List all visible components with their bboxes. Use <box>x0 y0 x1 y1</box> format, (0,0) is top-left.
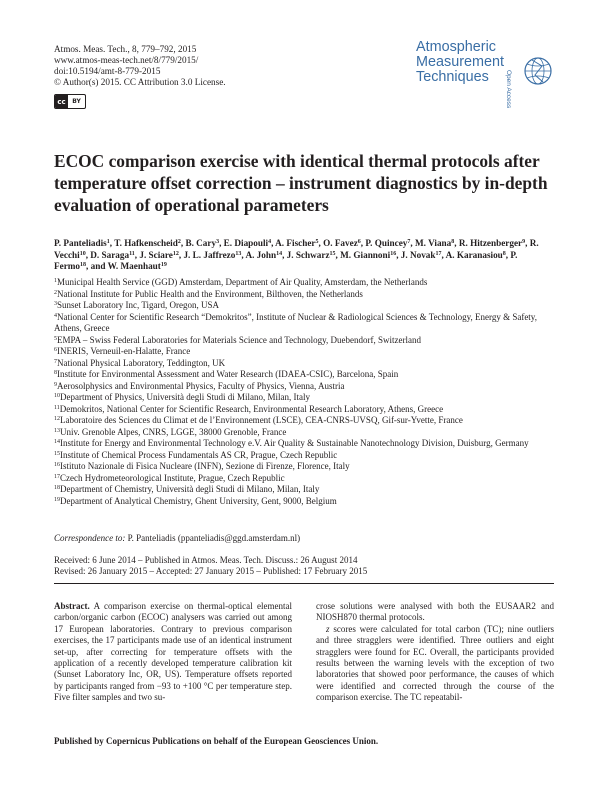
author: O. Favez <box>323 238 358 248</box>
correspondence-label: Correspondence to: <box>54 533 126 543</box>
affiliation-number: 5 <box>54 335 57 342</box>
author: D. Saraga <box>90 249 130 260</box>
affiliation-text: Institute for Environmental Assessment and Water Research (IDAEA-CSIC), Barcelona, Spain <box>57 369 399 379</box>
journal-name-line2: Measurement <box>416 54 504 70</box>
author: B. Cary <box>185 238 217 248</box>
article-meta <box>54 44 226 88</box>
affiliation-text: Institute for Energy and Environmental Technology e.V. Air Quality & Sustainable Nanotechnology Division, Duisburg, Germany <box>60 438 529 448</box>
author: M. Viana <box>415 238 452 248</box>
abstract-heading: Abstract. <box>54 601 90 611</box>
affiliation-number: 14 <box>54 439 60 445</box>
affiliation-item <box>54 392 554 404</box>
author-affiliation-number: 8 <box>502 250 506 257</box>
authors-and: and <box>90 261 106 272</box>
affiliation-item <box>54 312 554 335</box>
author-affiliation-number: 12 <box>172 250 179 257</box>
affiliation-number: 6 <box>54 347 57 353</box>
publication-dates <box>54 555 367 578</box>
correspondence-contact[interactable]: P. Panteliadis (ppanteliadis@ggd.amsterdam.nl) <box>127 533 301 543</box>
author-affiliation-number: 6 <box>357 239 361 245</box>
author-affiliation-number: 8 <box>451 239 455 245</box>
author: P. Quincey <box>365 238 408 248</box>
correspondence <box>54 533 300 544</box>
cc-icon: cc <box>55 95 68 108</box>
author: J. Schwarz <box>286 249 330 260</box>
affiliation-item <box>54 335 554 347</box>
affiliation-text: Institute of Chemical Process Fundamentals AS CR, Prague, Czech Republic <box>60 449 338 460</box>
author-affiliation-number: 2 <box>177 239 181 245</box>
author-affiliation-number: 13 <box>235 250 242 257</box>
affiliation-item <box>54 484 554 496</box>
author: J. L. Jaffrezo <box>183 249 236 260</box>
author-affiliation-number: 17 <box>435 250 442 257</box>
affiliation-number: 17 <box>54 473 60 480</box>
citation: Atmos. Meas. Tech., 8, 779–792, 2015 <box>54 44 197 54</box>
author: P. Fermo <box>54 249 518 272</box>
z-symbol: z <box>326 623 330 634</box>
affiliation-number: 2 <box>54 289 57 296</box>
author-affiliation-number: 7 <box>407 239 411 245</box>
by-icon: BY <box>72 98 81 105</box>
affiliation-item <box>54 404 554 416</box>
journal-name <box>404 40 504 85</box>
affiliation-text: EMPA – Swiss Federal Laboratories for Materials Science and Technology, Duebendorf, Switzerland <box>57 334 421 345</box>
abstract-right-column <box>316 601 554 704</box>
author-affiliation-number: 5 <box>315 239 319 245</box>
author: E. Diapouli <box>223 238 269 248</box>
affiliation-number: 4 <box>54 312 57 319</box>
affiliation-item <box>54 427 554 439</box>
affiliation-number: 12 <box>54 416 60 422</box>
author: J. Sciare <box>139 249 173 260</box>
affiliation-text: Municipal Health Service (GGD) Amsterdam, Department of Air Quality, Amsterdam, the Netherlands <box>57 277 428 287</box>
author: W. Maenhaut <box>107 261 161 272</box>
author: A. Fischer <box>275 238 316 248</box>
affiliation-number: 9 <box>54 381 57 388</box>
author-affiliation-number: 3 <box>216 239 220 245</box>
affiliation-text: Czech Hydrometeorological Institute, Prague, Czech Republic <box>60 472 285 483</box>
journal-name-line3: Techniques <box>416 69 489 85</box>
affiliation-text: Aerosolphysics and Environmental Physics, Faculty of Physics, Vienna, Austria <box>57 380 345 391</box>
affiliation-text: National Institute for Public Health and the Environment, Bilthoven, the Netherlands <box>57 288 363 299</box>
affiliation-text: Demokritos, National Center for Scientific Research, Environmental Research Laboratory, Athens, Greece <box>59 403 444 414</box>
author: R. Hitzenberger <box>458 238 523 248</box>
author-affiliation-number: 11 <box>129 250 135 257</box>
author: A. John <box>245 249 277 260</box>
affiliation-item <box>54 346 554 358</box>
cc-by-icon[interactable] <box>54 94 86 109</box>
affiliation-number: 19 <box>54 496 60 503</box>
journal-name-line1: Atmospheric <box>416 39 496 55</box>
author: R. Vecchi <box>54 238 539 260</box>
affiliation-list <box>54 277 554 507</box>
affiliation-item <box>54 496 554 508</box>
affiliation-item <box>54 381 554 393</box>
affiliation-number: 10 <box>54 393 60 399</box>
author-affiliation-number: 4 <box>268 239 272 245</box>
affiliation-text: Department of Analytical Chemistry, Ghent University, Gent, 9000, Belgium <box>60 495 337 506</box>
affiliation-text: Department of Chemistry, Università degli Studi di Milano, Milan, Italy <box>60 484 320 494</box>
affiliation-item <box>54 277 554 289</box>
affiliation-text: INERIS, Verneuil-en-Halatte, France <box>57 346 191 356</box>
affiliation-item <box>54 300 554 312</box>
affiliation-text: Univ. Grenoble Alpes, CNRS, LGGE, 38000 Grenoble, France <box>60 426 287 437</box>
affiliation-item <box>54 415 554 427</box>
publisher-footer: Published by Copernicus Publications on behalf of the European Geosciences Union. <box>54 736 379 746</box>
author: P. Panteliadis <box>54 238 107 248</box>
abstract-paragraph-2 <box>316 624 554 704</box>
affiliation-number: 11 <box>54 404 60 411</box>
abstract-left-column <box>54 601 292 704</box>
affiliation-number: 7 <box>54 358 57 365</box>
affiliation-text: National Center for Scientific Research “Demokritos”, Institute of Nuclear & Radiological Sciences & Technology, Energy & Safety, Athens, Greece <box>54 311 537 333</box>
affiliation-number: 3 <box>54 301 57 307</box>
affiliation-item <box>54 289 554 301</box>
author-affiliation-number: 14 <box>276 250 283 257</box>
divider <box>54 583 554 584</box>
affiliation-number: 16 <box>54 462 60 468</box>
affiliation-number: 13 <box>54 427 60 434</box>
abstract-text: A comparison exercise on thermal-optical elemental carbon/organic carbon (ECOC) analysers was carried out among 17 European laboratories. Contrary to previous comparison exercises, the 17 participants made use of an identical instrument set-up, after correcting for temperature offsets with the application of a recently developed temperature calibration kit (Sunset Laboratory Inc, OR, US). Temperature offsets reported by participants ranged from −93 to +100 °C per temperature step. Five filter samples and two su- <box>54 601 292 703</box>
author-affiliation-number: 19 <box>160 262 167 269</box>
author-affiliation-number: 15 <box>329 250 336 257</box>
author: M. Giannoni <box>340 249 391 260</box>
author-affiliation-number: 9 <box>522 239 526 245</box>
author-affiliation-number: 10 <box>79 250 86 257</box>
affiliation-item <box>54 450 554 462</box>
affiliation-number: 1 <box>54 278 57 284</box>
author: T. Hafkenscheid <box>114 238 178 248</box>
paper-title: ECOC comparison exercise with identical thermal protocols after temperature offset correction – instrument diagnostics by in-depth evaluation of operational parameters <box>54 151 548 215</box>
affiliation-text: Department of Physics, Università degli Studi di Milano, Milan, Italy <box>60 392 310 402</box>
affiliation-item <box>54 461 554 473</box>
affiliation-item <box>54 473 554 485</box>
author: J. Novak <box>400 249 436 260</box>
author-affiliation-number: 18 <box>80 262 87 269</box>
affiliation-text: Sunset Laboratory Inc, Tigard, Oregon, USA <box>57 300 219 310</box>
author-list: P. Panteliadis$^1$, T. Hafkenscheid$^2$, B. Cary$^3$, E. Diapouli$^4$, A. Fischer$^5$, O. Favez$^6$, P. Quincey$^7$, M. Viana$^8$, R. Hitzenberger$^9$, R. Vecchi$^{10}$, D. Saraga$^{11}$, J. Sciare$^{12}$, J. L. Jaffrezo$^{13}$, A. John$^{14}$, J. Schwarz$^{15}$, M. Giannoni$^{16}$, J. Novak$^{17}$, A. Karanasiou$^8$, P. Fermo$^{18}$, and W. Maenhaut$^{19}$ <box>54 238 539 272</box>
affiliation-item <box>54 438 554 450</box>
affiliation-number: 8 <box>54 370 57 376</box>
affiliation-number: 18 <box>54 485 60 491</box>
abstract-paragraph-1: crose solutions were analysed with both the EUSAAR2 and NIOSH870 thermal protocols. <box>316 601 554 623</box>
open-access-label: Open Access <box>505 70 512 109</box>
author-affiliation-number: 1 <box>106 239 110 245</box>
affiliation-text: Istituto Nazionale di Fisica Nucleare (INFN), Sezione di Firenze, Florence, Italy <box>60 461 350 471</box>
affiliation-text: Laboratoire des Sciences du Climat et de l’Environnement (LSCE), CEA-CNRS-UVSQ, Gif-sur-Yvette, France <box>60 415 463 425</box>
article-url[interactable]: www.atmos-meas-tech.net/8/779/2015/ <box>54 55 199 65</box>
doi[interactable]: doi:10.5194/amt-8-779-2015 <box>54 66 161 76</box>
affiliation-text: National Physical Laboratory, Teddington, UK <box>57 357 226 368</box>
author: A. Karanasiou <box>445 249 503 260</box>
affiliation-number: 15 <box>54 450 60 457</box>
globe-icon <box>525 58 551 84</box>
affiliation-item <box>54 369 554 381</box>
abstract-paragraph-2-text: scores were calculated for total carbon (TC); nine outliers and three stragglers were identified. Three outliers and eight stragglers were found for EC. Overall, the participants provided results between the warning levels with the exception of two laboratories that showed poor performance, the causes of which were identified and corrected through the course of the comparison exercise. The TC repeatabil- <box>316 623 554 703</box>
dates-received: Received: 6 June 2014 – Published in Atmos. Meas. Tech. Discuss.: 26 August 2014 <box>54 555 358 565</box>
copyright: © Author(s) 2015. CC Attribution 3.0 License. <box>54 77 226 87</box>
affiliation-item <box>54 358 554 370</box>
author-affiliation-number: 16 <box>390 250 397 257</box>
dates-revised: Revised: 26 January 2015 – Accepted: 27 January 2015 – Published: 17 February 2015 <box>54 566 368 577</box>
